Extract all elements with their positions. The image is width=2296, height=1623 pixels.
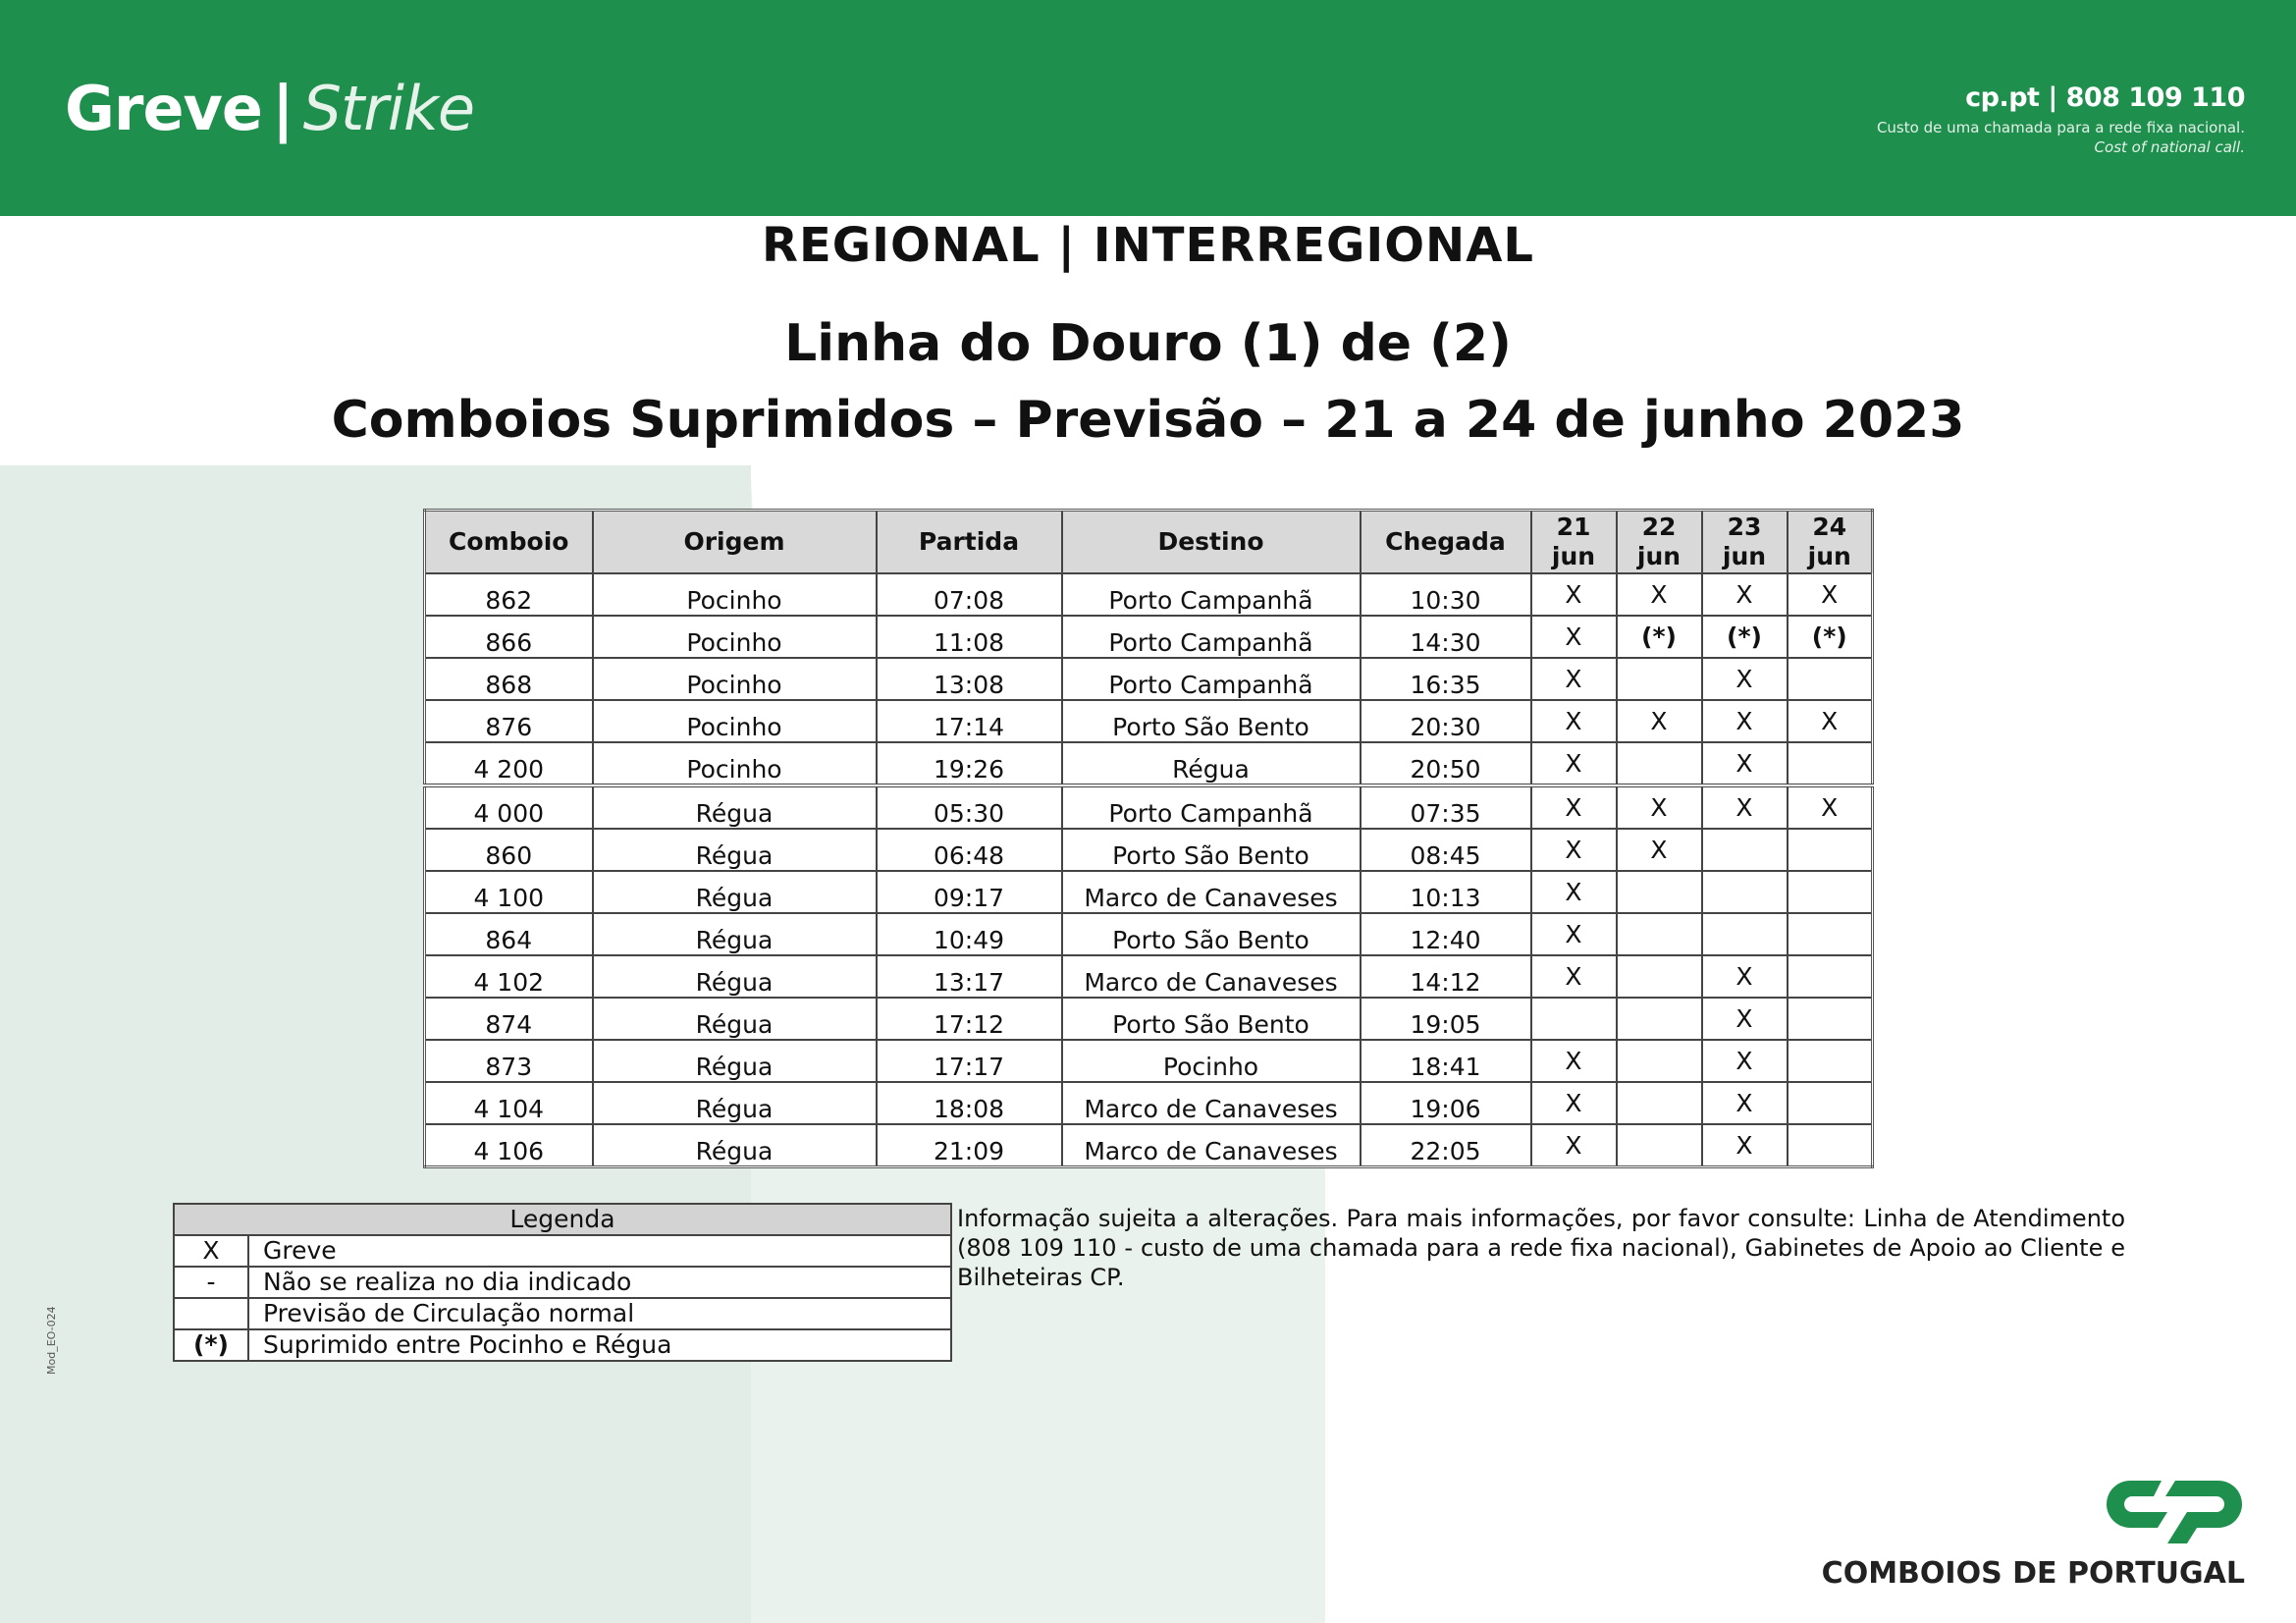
day-status-cell: [1617, 998, 1702, 1040]
arrival-cell: 18:41: [1361, 1040, 1531, 1082]
day-status-cell: X: [1531, 1040, 1617, 1082]
table-row: [425, 829, 1873, 871]
departure-cell: 06:48: [877, 829, 1062, 871]
day-status-cell: [1617, 913, 1702, 955]
day-status-cell: [1702, 871, 1788, 913]
schedule-table: [423, 509, 1874, 1168]
day-status-cell: X: [1531, 871, 1617, 913]
departure-cell: 18:08: [877, 1082, 1062, 1124]
legend-symbol: [174, 1298, 248, 1329]
day-status-cell: X: [1531, 700, 1617, 742]
day-status-cell: [1617, 1040, 1702, 1082]
train-number: 4 200: [425, 742, 593, 785]
day-status-cell: X: [1531, 785, 1617, 829]
day-status-cell: X: [1531, 1124, 1617, 1167]
origin-cell: Régua: [593, 955, 877, 998]
legend-row: [174, 1235, 951, 1267]
table-row: [425, 955, 1873, 998]
departure-cell: 09:17: [877, 871, 1062, 913]
schedule-header-row: [425, 511, 1873, 574]
day-status-cell: X: [1702, 742, 1788, 785]
origin-cell: Régua: [593, 913, 877, 955]
origin-cell: Régua: [593, 1082, 877, 1124]
legend-symbol: (*): [174, 1329, 248, 1361]
day-status-cell: X: [1531, 658, 1617, 700]
origin-cell: Régua: [593, 1124, 877, 1167]
train-number: 4 000: [425, 785, 593, 829]
destination-cell: Porto São Bento: [1062, 913, 1361, 955]
day-status-cell: X: [1531, 955, 1617, 998]
train-number: 4 100: [425, 871, 593, 913]
form-code: Mod_EO-024: [45, 1306, 58, 1375]
day-status-cell: [1788, 1124, 1873, 1167]
arrival-cell: 16:35: [1361, 658, 1531, 700]
brand-separator: |: [271, 73, 294, 144]
day-status-cell: X: [1702, 1040, 1788, 1082]
arrival-cell: 19:06: [1361, 1082, 1531, 1124]
origin-cell: Régua: [593, 785, 877, 829]
legend-text: Previsão de Circulação normal: [248, 1298, 951, 1329]
table-row: [425, 785, 1873, 829]
destination-cell: Porto São Bento: [1062, 998, 1361, 1040]
departure-cell: 17:14: [877, 700, 1062, 742]
train-number: 868: [425, 658, 593, 700]
day-status-cell: X: [1531, 1082, 1617, 1124]
departure-cell: 05:30: [877, 785, 1062, 829]
train-number: 862: [425, 573, 593, 616]
arrival-cell: 14:12: [1361, 955, 1531, 998]
table-row: [425, 913, 1873, 955]
legend-symbol: -: [174, 1267, 248, 1298]
day-status-cell: X: [1531, 616, 1617, 658]
day-status-cell: X: [1531, 829, 1617, 871]
arrival-cell: 22:05: [1361, 1124, 1531, 1167]
category-title: REGIONAL | INTERREGIONAL: [762, 218, 1534, 273]
day-status-cell: [1788, 955, 1873, 998]
train-number: 873: [425, 1040, 593, 1082]
destination-cell: Porto São Bento: [1062, 829, 1361, 871]
brand-greve: Greve: [65, 73, 262, 144]
col-header-day: 22 jun: [1617, 511, 1702, 574]
day-status-cell: X: [1617, 829, 1702, 871]
destination-cell: Porto Campanhã: [1062, 785, 1361, 829]
legend-row: [174, 1329, 951, 1361]
destination-cell: Marco de Canaveses: [1062, 871, 1361, 913]
origin-cell: Régua: [593, 1040, 877, 1082]
day-status-cell: [1788, 829, 1873, 871]
origin-cell: Pocinho: [593, 700, 877, 742]
col-header-arrival: Chegada: [1361, 511, 1531, 574]
day-status-cell: [1788, 1082, 1873, 1124]
table-row: [425, 1040, 1873, 1082]
arrival-cell: 10:13: [1361, 871, 1531, 913]
train-number: 864: [425, 913, 593, 955]
table-row: [425, 1124, 1873, 1167]
brand-title: [65, 73, 474, 144]
train-number: 866: [425, 616, 593, 658]
day-status-cell: [1788, 998, 1873, 1040]
day-status-cell: [1617, 1124, 1702, 1167]
schedule-body: [425, 573, 1873, 1167]
line-title: Linha do Douro (1) de (2): [784, 314, 1512, 373]
departure-cell: 11:08: [877, 616, 1062, 658]
day-status-cell: [1788, 658, 1873, 700]
col-header-day: 23 jun: [1702, 511, 1788, 574]
table-row: [425, 658, 1873, 700]
day-status-cell: X: [1702, 998, 1788, 1040]
col-header-day: 24 jun: [1788, 511, 1873, 574]
train-number: 874: [425, 998, 593, 1040]
train-number: 4 102: [425, 955, 593, 998]
departure-cell: 17:17: [877, 1040, 1062, 1082]
col-header-train: Comboio: [425, 511, 593, 574]
col-header-destination: Destino: [1062, 511, 1361, 574]
legend-title: Legenda: [174, 1204, 951, 1235]
legend-text: Greve: [248, 1235, 951, 1267]
day-status-cell: X: [1788, 700, 1873, 742]
col-header-day: 21 jun: [1531, 511, 1617, 574]
day-status-cell: X: [1617, 700, 1702, 742]
info-paragraph: Informação sujeita a alterações. Para mais informações, por favor consulte: Linha de Atendimento (808 109 110 - custo de uma chamada para a rede fixa nacional), Gabinetes de Apoio ao Cliente e Bilheteiras CP.: [957, 1205, 2125, 1291]
header-banner: [0, 0, 2296, 216]
legend-symbol: X: [174, 1235, 248, 1267]
day-status-cell: (*): [1788, 616, 1873, 658]
destination-cell: Marco de Canaveses: [1062, 955, 1361, 998]
train-number: 4 104: [425, 1082, 593, 1124]
arrival-cell: 20:30: [1361, 700, 1531, 742]
day-status-cell: [1617, 658, 1702, 700]
cp-logo-icon: [2101, 1473, 2248, 1555]
day-status-cell: X: [1702, 658, 1788, 700]
table-row: [425, 871, 1873, 913]
destination-cell: Porto Campanhã: [1062, 658, 1361, 700]
day-status-cell: [1617, 1082, 1702, 1124]
day-status-cell: X: [1788, 573, 1873, 616]
day-status-cell: X: [1702, 955, 1788, 998]
departure-cell: 07:08: [877, 573, 1062, 616]
departure-cell: 13:08: [877, 658, 1062, 700]
day-status-cell: (*): [1702, 616, 1788, 658]
arrival-cell: 10:30: [1361, 573, 1531, 616]
col-header-origin: Origem: [593, 511, 877, 574]
day-status-cell: [1788, 913, 1873, 955]
origin-cell: Pocinho: [593, 742, 877, 785]
arrival-cell: 12:40: [1361, 913, 1531, 955]
day-status-cell: [1702, 913, 1788, 955]
departure-cell: 21:09: [877, 1124, 1062, 1167]
table-row: [425, 742, 1873, 785]
day-status-cell: [1788, 742, 1873, 785]
destination-cell: Marco de Canaveses: [1062, 1082, 1361, 1124]
day-status-cell: (*): [1617, 616, 1702, 658]
legend-table: [173, 1203, 952, 1362]
arrival-cell: 08:45: [1361, 829, 1531, 871]
day-status-cell: X: [1788, 785, 1873, 829]
day-status-cell: X: [1702, 1124, 1788, 1167]
day-status-cell: X: [1702, 1082, 1788, 1124]
day-status-cell: X: [1617, 785, 1702, 829]
contact-line: cp.pt | 808 109 110: [1965, 82, 2245, 113]
subtitle: Comboios Suprimidos – Previsão – 21 a 24 de junho 2023: [331, 391, 1965, 450]
day-status-cell: X: [1531, 742, 1617, 785]
origin-cell: Pocinho: [593, 573, 877, 616]
contact-note-en: Cost of national call.: [2094, 138, 2245, 156]
origin-cell: Régua: [593, 998, 877, 1040]
day-status-cell: X: [1702, 785, 1788, 829]
origin-cell: Régua: [593, 829, 877, 871]
table-row: [425, 700, 1873, 742]
destination-cell: Porto Campanhã: [1062, 573, 1361, 616]
brand-strike: Strike: [302, 73, 475, 144]
table-row: [425, 573, 1873, 616]
table-row: [425, 998, 1873, 1040]
destination-cell: Porto Campanhã: [1062, 616, 1361, 658]
table-row: [425, 616, 1873, 658]
train-number: 876: [425, 700, 593, 742]
contact-note-pt: Custo de uma chamada para a rede fixa nacional.: [1876, 119, 2245, 136]
legend-row: [174, 1267, 951, 1298]
origin-cell: Régua: [593, 871, 877, 913]
departure-cell: 13:17: [877, 955, 1062, 998]
destination-cell: Pocinho: [1062, 1040, 1361, 1082]
arrival-cell: 14:30: [1361, 616, 1531, 658]
departure-cell: 10:49: [877, 913, 1062, 955]
table-row: [425, 1082, 1873, 1124]
day-status-cell: [1788, 1040, 1873, 1082]
origin-cell: Pocinho: [593, 658, 877, 700]
destination-cell: Porto São Bento: [1062, 700, 1361, 742]
day-status-cell: X: [1702, 700, 1788, 742]
day-status-cell: [1702, 829, 1788, 871]
day-status-cell: [1617, 742, 1702, 785]
train-number: 4 106: [425, 1124, 593, 1167]
train-number: 860: [425, 829, 593, 871]
destination-cell: Marco de Canaveses: [1062, 1124, 1361, 1167]
arrival-cell: 07:35: [1361, 785, 1531, 829]
departure-cell: 17:12: [877, 998, 1062, 1040]
day-status-cell: [1617, 871, 1702, 913]
origin-cell: Pocinho: [593, 616, 877, 658]
day-status-cell: [1617, 955, 1702, 998]
day-status-cell: X: [1531, 913, 1617, 955]
day-status-cell: X: [1617, 573, 1702, 616]
legend-text: Não se realiza no dia indicado: [248, 1267, 951, 1298]
day-status-cell: X: [1531, 573, 1617, 616]
contact-block: [1877, 82, 2245, 156]
day-status-cell: [1531, 998, 1617, 1040]
arrival-cell: 20:50: [1361, 742, 1531, 785]
day-status-cell: X: [1702, 573, 1788, 616]
departure-cell: 19:26: [877, 742, 1062, 785]
legend-text: Suprimido entre Pocinho e Régua: [248, 1329, 951, 1361]
day-status-cell: [1788, 871, 1873, 913]
destination-cell: Régua: [1062, 742, 1361, 785]
col-header-departure: Partida: [877, 511, 1062, 574]
legend-row: [174, 1298, 951, 1329]
company-name: COMBOIOS DE PORTUGAL: [1821, 1556, 2245, 1591]
arrival-cell: 19:05: [1361, 998, 1531, 1040]
